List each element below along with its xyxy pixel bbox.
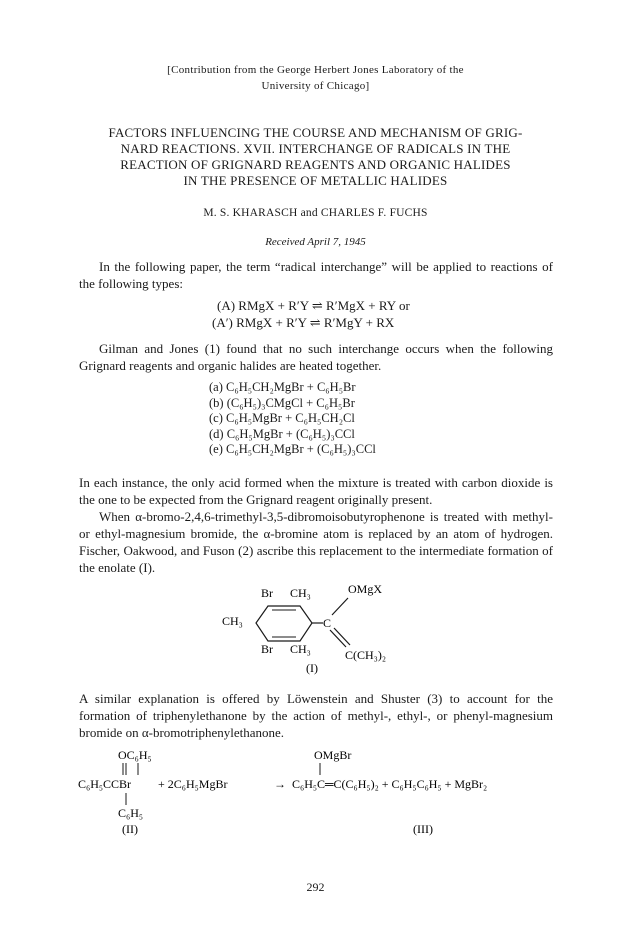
contribution-line-2: University of Chicago] (261, 80, 370, 92)
paragraph-2: Gilman and Jones (1) found that no such interchange occurs when the following Grignard reagents and organic halides are heated together. (79, 341, 553, 373)
paragraph-5: A similar explanation is offered by Löwenstein and Shuster (3) to account for the formation of triphenylethanone by the action of methyl-, ethyl-, or phenyl-magnesium bromide on α-bromotriphenylethanone. (79, 691, 553, 740)
equation-a-prime: (A′) RMgX + R′Y ⇌ R′MgY + RX (212, 315, 395, 330)
page-number: 292 (306, 880, 325, 894)
paragraph-4: When α-bromo-2,4,6-trimethyl-3,5-dibromoisobutyrophenone is treated with methyl- or ethyl-magnesium bromide, the α-bromine atom is replaced by an atom of hydrogen. Fischer, Oakwood, and Fuson (2) ascribe this replacement to the intermediate formation of the enolate (I). (79, 509, 553, 575)
reaction-item: (b) (C₆H₅)₃CMgCl + C₆H₅Br (209, 395, 355, 410)
paper-title (60, 125, 571, 189)
reaction-item: (d) C₆H₅MgBr + (C₆H₅)₃CCl (209, 426, 355, 441)
reaction-list (209, 380, 376, 458)
structure-I-diagram (220, 580, 420, 675)
scheme-II-III-diagram (78, 745, 558, 837)
contribution-note (0, 62, 631, 94)
reaction-arrow: → (274, 777, 286, 791)
c-center-label: C (323, 616, 332, 630)
structure-I-label: (I) (306, 661, 318, 675)
equation-a: (A) RMgX + R′Y ⇌ R′MgX + RY or (217, 298, 410, 313)
reaction-item: (a) C₆H₅CH₂MgBr + C₆H₅Br (209, 380, 356, 394)
br-bottom-label: Br (261, 642, 273, 656)
reaction-item: (e) C₆H₅CH₂MgBr + (C₆H₅)₃CCl (209, 442, 376, 456)
ch3-bottom-label: CH₃ (290, 642, 311, 656)
products-III: C₆H₅C═C(C₆H₅)₂ + C₆H₅C₆H₅ + MgBr₂ (292, 777, 488, 791)
ch3-left-label: CH₃ (222, 614, 243, 628)
paragraph-3: In each instance, the only acid formed when the mixture is treated with carbon dioxide is the one to be expected from the Grignard reagent originally present. (79, 475, 553, 507)
c-ch3-2-label: C(CH₃)₂ (345, 648, 387, 662)
br-top-label: Br (261, 586, 273, 600)
c6h5-below-label: C₆H₅ (118, 806, 144, 820)
paragraph-1: In the following paper, the term “radical interchange” will be applied to reactions of the following types: (79, 259, 553, 291)
title-line: FACTORS INFLUENCING THE COURSE AND MECHANISM OF GRIG- (108, 125, 523, 140)
title-line: NARD REACTIONS. XVII. INTERCHANGE OF RADICALS IN THE (120, 141, 511, 156)
omgx-label: OMgX (348, 582, 383, 596)
omgbr-label: OMgBr (314, 748, 352, 762)
reactant-II: C₆H₅CCBr (78, 777, 132, 791)
oc6h5-label: OC₆H₅ (118, 748, 152, 762)
reaction-item: (c) C₆H₅MgBr + C₆H₅CH₂Cl (209, 411, 355, 425)
received-date: Received April 7, 1945 (265, 236, 366, 248)
reagent-plus: + 2C₆H₅MgBr (158, 777, 228, 791)
contribution-line-1: [Contribution from the George Herbert Jones Laboratory of the (167, 64, 464, 76)
author-line: M. S. KHARASCH and CHARLES F. FUCHS (203, 207, 428, 219)
title-line: IN THE PRESENCE OF METALLIC HALIDES (183, 173, 448, 188)
title-line: REACTION OF GRIGNARD REAGENTS AND ORGANIC HALIDES (120, 157, 511, 172)
benzene-ring (256, 606, 312, 641)
ch3-top-label: CH₃ (290, 586, 311, 600)
label-III: (III) (413, 822, 433, 836)
bond-line (332, 598, 348, 615)
label-II: (II) (122, 822, 138, 836)
